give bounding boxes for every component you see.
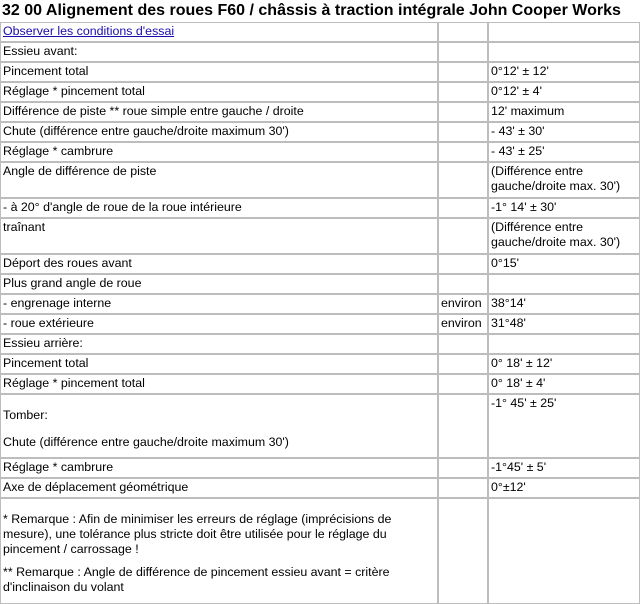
mid-cell [438,254,488,274]
value-cell: 0° 18' ± 12' [488,354,640,374]
value-cell [488,22,640,42]
table-row [0,394,640,458]
value-cell [488,334,640,354]
mid-cell [438,122,488,142]
value-cell: -1° 14' ± 30' [488,198,640,218]
mid-cell [438,198,488,218]
table-row [0,254,640,274]
mid-cell [438,458,488,478]
table-row [0,162,640,198]
label-cell: Pincement total [0,62,438,82]
label-cell: Réglage * pincement total [0,374,438,394]
mid-cell: environ [438,314,488,334]
mid-cell [438,62,488,82]
table-row [0,102,640,122]
table-row [0,122,640,142]
value-cell: 0°±12' [488,478,640,498]
label-cell: Axe de déplacement géométrique [0,478,438,498]
note-tolerance: * Remarque : Afin de minimiser les erreurs de réglage (imprécisions de mesure), une tolérance plus stricte doit être utilisée pour le réglage du pincement / carrossage ! [3,512,392,556]
table-row [0,294,640,314]
mid-cell [438,374,488,394]
mid-cell [438,274,488,294]
camber-description: Chute (différence entre gauche/droite maximum 30') [3,435,289,449]
table-row [0,62,640,82]
notes-row [0,498,640,604]
label-cell: Angle de différence de piste [0,162,438,198]
label-cell: Plus grand angle de roue [0,274,438,294]
mid-cell [438,42,488,62]
mid-cell: environ [438,294,488,314]
value-cell: 31°48' [488,314,640,334]
mid-cell [438,142,488,162]
table-row [0,198,640,218]
value-cell: -1° 45' ± 25' [488,394,640,458]
value-cell [488,498,640,604]
label-cell: Différence de piste ** roue simple entre gauche / droite [0,102,438,122]
label-cell: Essieu arrière: [0,334,438,354]
alignment-table [0,22,640,604]
value-cell: 0°15' [488,254,640,274]
mid-cell [438,498,488,604]
page-title: 32 00 Alignement des roues F60 / châssis à traction intégrale John Cooper Works [2,2,621,19]
label-cell: Réglage * pincement total [0,82,438,102]
label-cell: - roue extérieure [0,314,438,334]
label-cell: Chute (différence entre gauche/droite maximum 30') [0,122,438,142]
table-row [0,82,640,102]
label-cell: Pincement total [0,354,438,374]
label-cell: Réglage * cambrure [0,142,438,162]
notes-cell [0,498,438,604]
table-row [0,274,640,294]
table-row [0,354,640,374]
value-cell [488,42,640,62]
value-cell: 0°12' ± 4' [488,82,640,102]
label-cell [0,394,438,458]
value-cell [488,274,640,294]
table-row [0,478,640,498]
test-conditions-cell [0,22,438,42]
mid-cell [438,478,488,498]
value-cell: 0°12' ± 12' [488,62,640,82]
value-cell: - 43' ± 25' [488,142,640,162]
mid-cell [438,102,488,122]
mid-cell [438,162,488,198]
table-row [0,458,640,478]
mid-cell [438,82,488,102]
value-cell: (Différence entre gauche/droite max. 30') [488,162,640,198]
value-cell: 38°14' [488,294,640,314]
label-cell: traînant [0,218,438,254]
table-row [0,374,640,394]
label-cell: Réglage * cambrure [0,458,438,478]
label-cell: Essieu avant: [0,42,438,62]
table-row [0,334,640,354]
table-row [0,142,640,162]
table-row [0,314,640,334]
value-cell: -1°45' ± 5' [488,458,640,478]
mid-cell [438,354,488,374]
label-cell: - à 20° d'angle de roue de la roue intérieure [0,198,438,218]
mid-cell [438,218,488,254]
mid-cell [438,22,488,42]
table-row [0,218,640,254]
note-steering: ** Remarque : Angle de différence de pincement essieu avant = critère d'inclinaison du volant [3,565,390,594]
mid-cell [438,394,488,458]
label-cell: - engrenage interne [0,294,438,314]
label-cell: Déport des roues avant [0,254,438,274]
value-cell: 0° 18' ± 4' [488,374,640,394]
mid-cell [438,334,488,354]
value-cell: (Différence entre gauche/droite max. 30') [488,218,640,254]
table-row [0,42,640,62]
value-cell: 12' maximum [488,102,640,122]
test-conditions-link[interactable]: Observer les conditions d'essai [3,24,175,38]
camber-heading: Tomber: [3,408,48,422]
table-row [0,22,640,42]
value-cell: - 43' ± 30' [488,122,640,142]
